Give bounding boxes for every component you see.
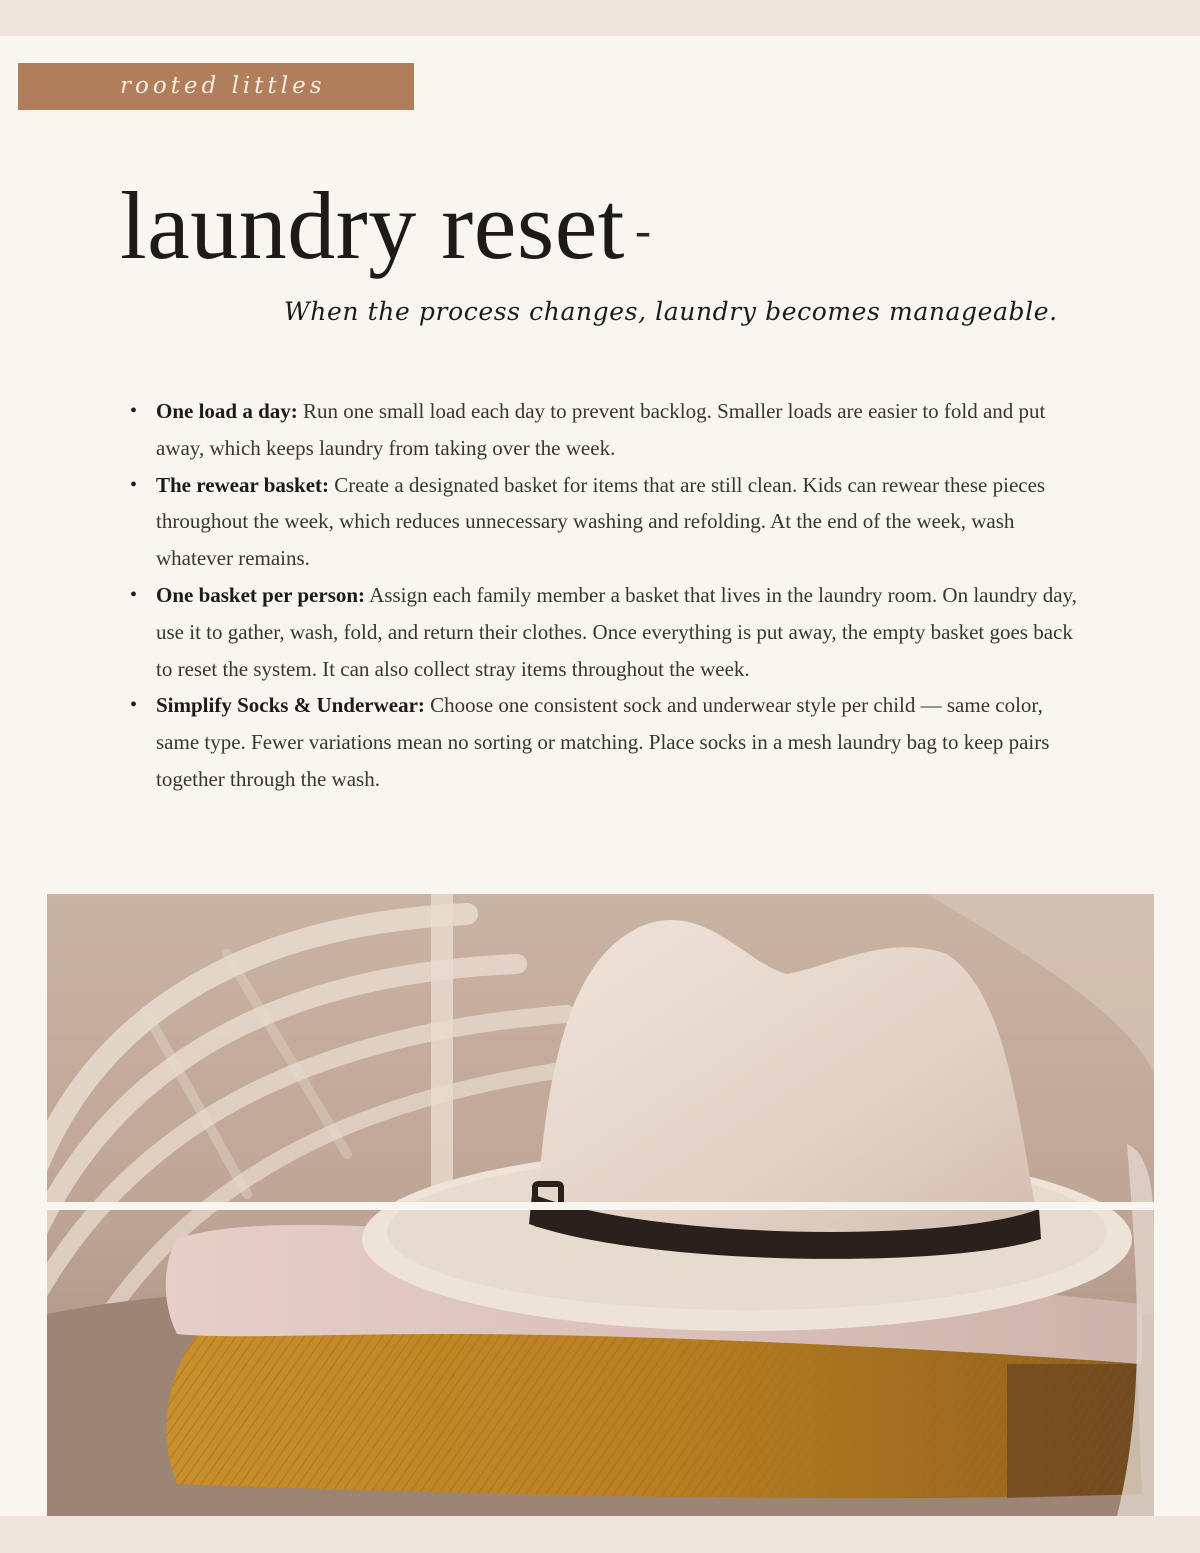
tip-text: Create a designated basket for items that are still clean. Kids can rewear these pieces throughout the week, which reduces unnecessary washing and refolding. At the end of the week, wash whatever remains. <box>156 472 1046 571</box>
bullet-icon: • <box>130 694 138 717</box>
bullet-icon: • <box>130 583 138 606</box>
bottom-margin-band <box>0 1516 1200 1553</box>
tip-label: One load a day: <box>156 399 298 423</box>
tip-item <box>128 393 1088 467</box>
top-margin-band <box>0 0 1200 36</box>
title-dash: - <box>634 204 652 257</box>
tip-text: Run one small load each day to prevent backlog. Smaller loads are easier to fold and put away, which keeps laundry from taking over the week. <box>156 399 1046 460</box>
bullet-icon: • <box>130 400 138 422</box>
page-subtitle: When the process changes, laundry becomes manageable. <box>284 297 1058 326</box>
tip-label: Simplify Socks & Underwear: <box>156 693 425 718</box>
page-title-text: laundry reset <box>120 172 625 279</box>
tip-text: Choose one consistent sock and underwear style per child — same color, same type. Fewer variations mean no sorting or matching. Place socks in a mesh laundry bag to keep pairs together through the wash. <box>156 693 1050 791</box>
tip-label: One basket per person: <box>156 582 366 607</box>
hat-on-folded-blankets-photo <box>47 894 1154 1516</box>
tips-list <box>128 393 1088 798</box>
tip-text: Assign each family member a basket that lives in the laundry room. On laundry day, use it to gather, wash, fold, and return their clothes. Once everything is put away, the empty basket goes back to reset the system. It can also collect stray items throughout the week. <box>156 582 1077 681</box>
page-title <box>120 166 651 291</box>
tip-item <box>128 577 1088 687</box>
brand-banner: rooted littles <box>18 63 414 110</box>
bullet-icon: • <box>130 473 138 496</box>
tip-item <box>128 467 1088 577</box>
tip-item <box>128 687 1088 797</box>
tip-label: The rewear basket: <box>156 472 330 497</box>
photo-divider <box>47 1202 1154 1210</box>
